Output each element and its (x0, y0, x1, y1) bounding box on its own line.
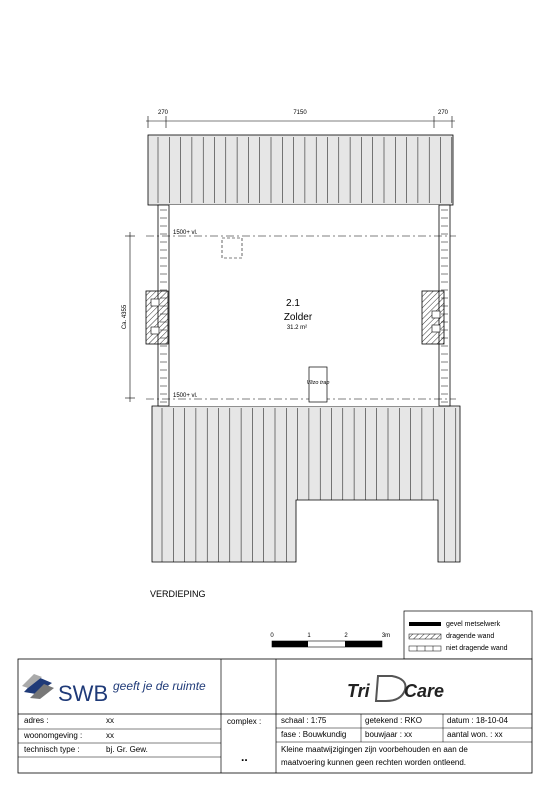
stair-label: Vlizo trap (306, 380, 330, 386)
schaal-field: schaal : 1:75 (281, 716, 327, 725)
adres-value: xx (106, 716, 114, 725)
left-dimension-line (122, 232, 135, 402)
woonomgeving-label: woonomgeving : (24, 731, 83, 740)
dim-left-overhang: 270 (157, 110, 169, 116)
room-area: 31.2 m² (286, 325, 308, 331)
roof-upper (148, 135, 453, 205)
disclaimer-line-2: maatvoering kunnen geen rechten worden ontleend. (281, 758, 467, 767)
tricare-part1: Tri (347, 681, 370, 701)
aantal-won-field: aantal won. : xx (447, 730, 503, 739)
fase-field: fase : Bouwkundig (281, 730, 347, 739)
scale-tick-3: 3m (381, 633, 391, 639)
legend-label-niet-dragend: niet dragende wand (446, 645, 508, 652)
complex-label: complex : (227, 717, 262, 726)
bouwjaar-field: bouwjaar : xx (365, 730, 413, 739)
scale-tick-0: 0 (270, 633, 274, 639)
tricare-part2: Care (404, 681, 445, 701)
disclaimer-line-1: Kleine maatwijzigingen zijn voorbehouden en aan de (281, 745, 468, 754)
legend-label-gevel: gevel metselwerk (446, 621, 501, 628)
floor-label: VERDIEPING (150, 589, 206, 599)
scale-tick-2: 2 (344, 633, 348, 639)
dim-clear-height: Ca. 4355 (122, 304, 128, 330)
level-label-top: 1500+ vl. (173, 230, 198, 236)
woonomgeving-value: xx (106, 731, 114, 740)
adres-label: adres : (24, 716, 49, 725)
roof-lower (152, 406, 460, 562)
dim-total-width: 7150 (293, 110, 307, 116)
getekend-field: getekend : RKO (365, 716, 422, 725)
level-label-bottom: 1500+ vl. (173, 393, 198, 399)
room-zolder (146, 205, 456, 406)
legend-label-dragend: dragende wand (446, 633, 495, 640)
technisch-type-label: technisch type : (24, 745, 80, 754)
legend-swatch-solid (409, 622, 441, 626)
top-dimension-line (146, 110, 455, 128)
swb-tagline: geeft je de ruimte (113, 679, 206, 693)
room-name: Zolder (283, 312, 313, 323)
scale-tick-1: 1 (307, 633, 311, 639)
room-number: 2.1 (286, 298, 300, 309)
scale-bar (270, 633, 390, 647)
technisch-type-value: bj. Gr. Gew. (106, 745, 148, 754)
datum-field: datum : 18-10-04 (447, 716, 508, 725)
dim-right-overhang: 270 (437, 110, 449, 116)
complex-value: .. (241, 750, 248, 764)
legend-swatch-hatch (409, 634, 441, 639)
swb-brand: SWB (58, 681, 109, 706)
